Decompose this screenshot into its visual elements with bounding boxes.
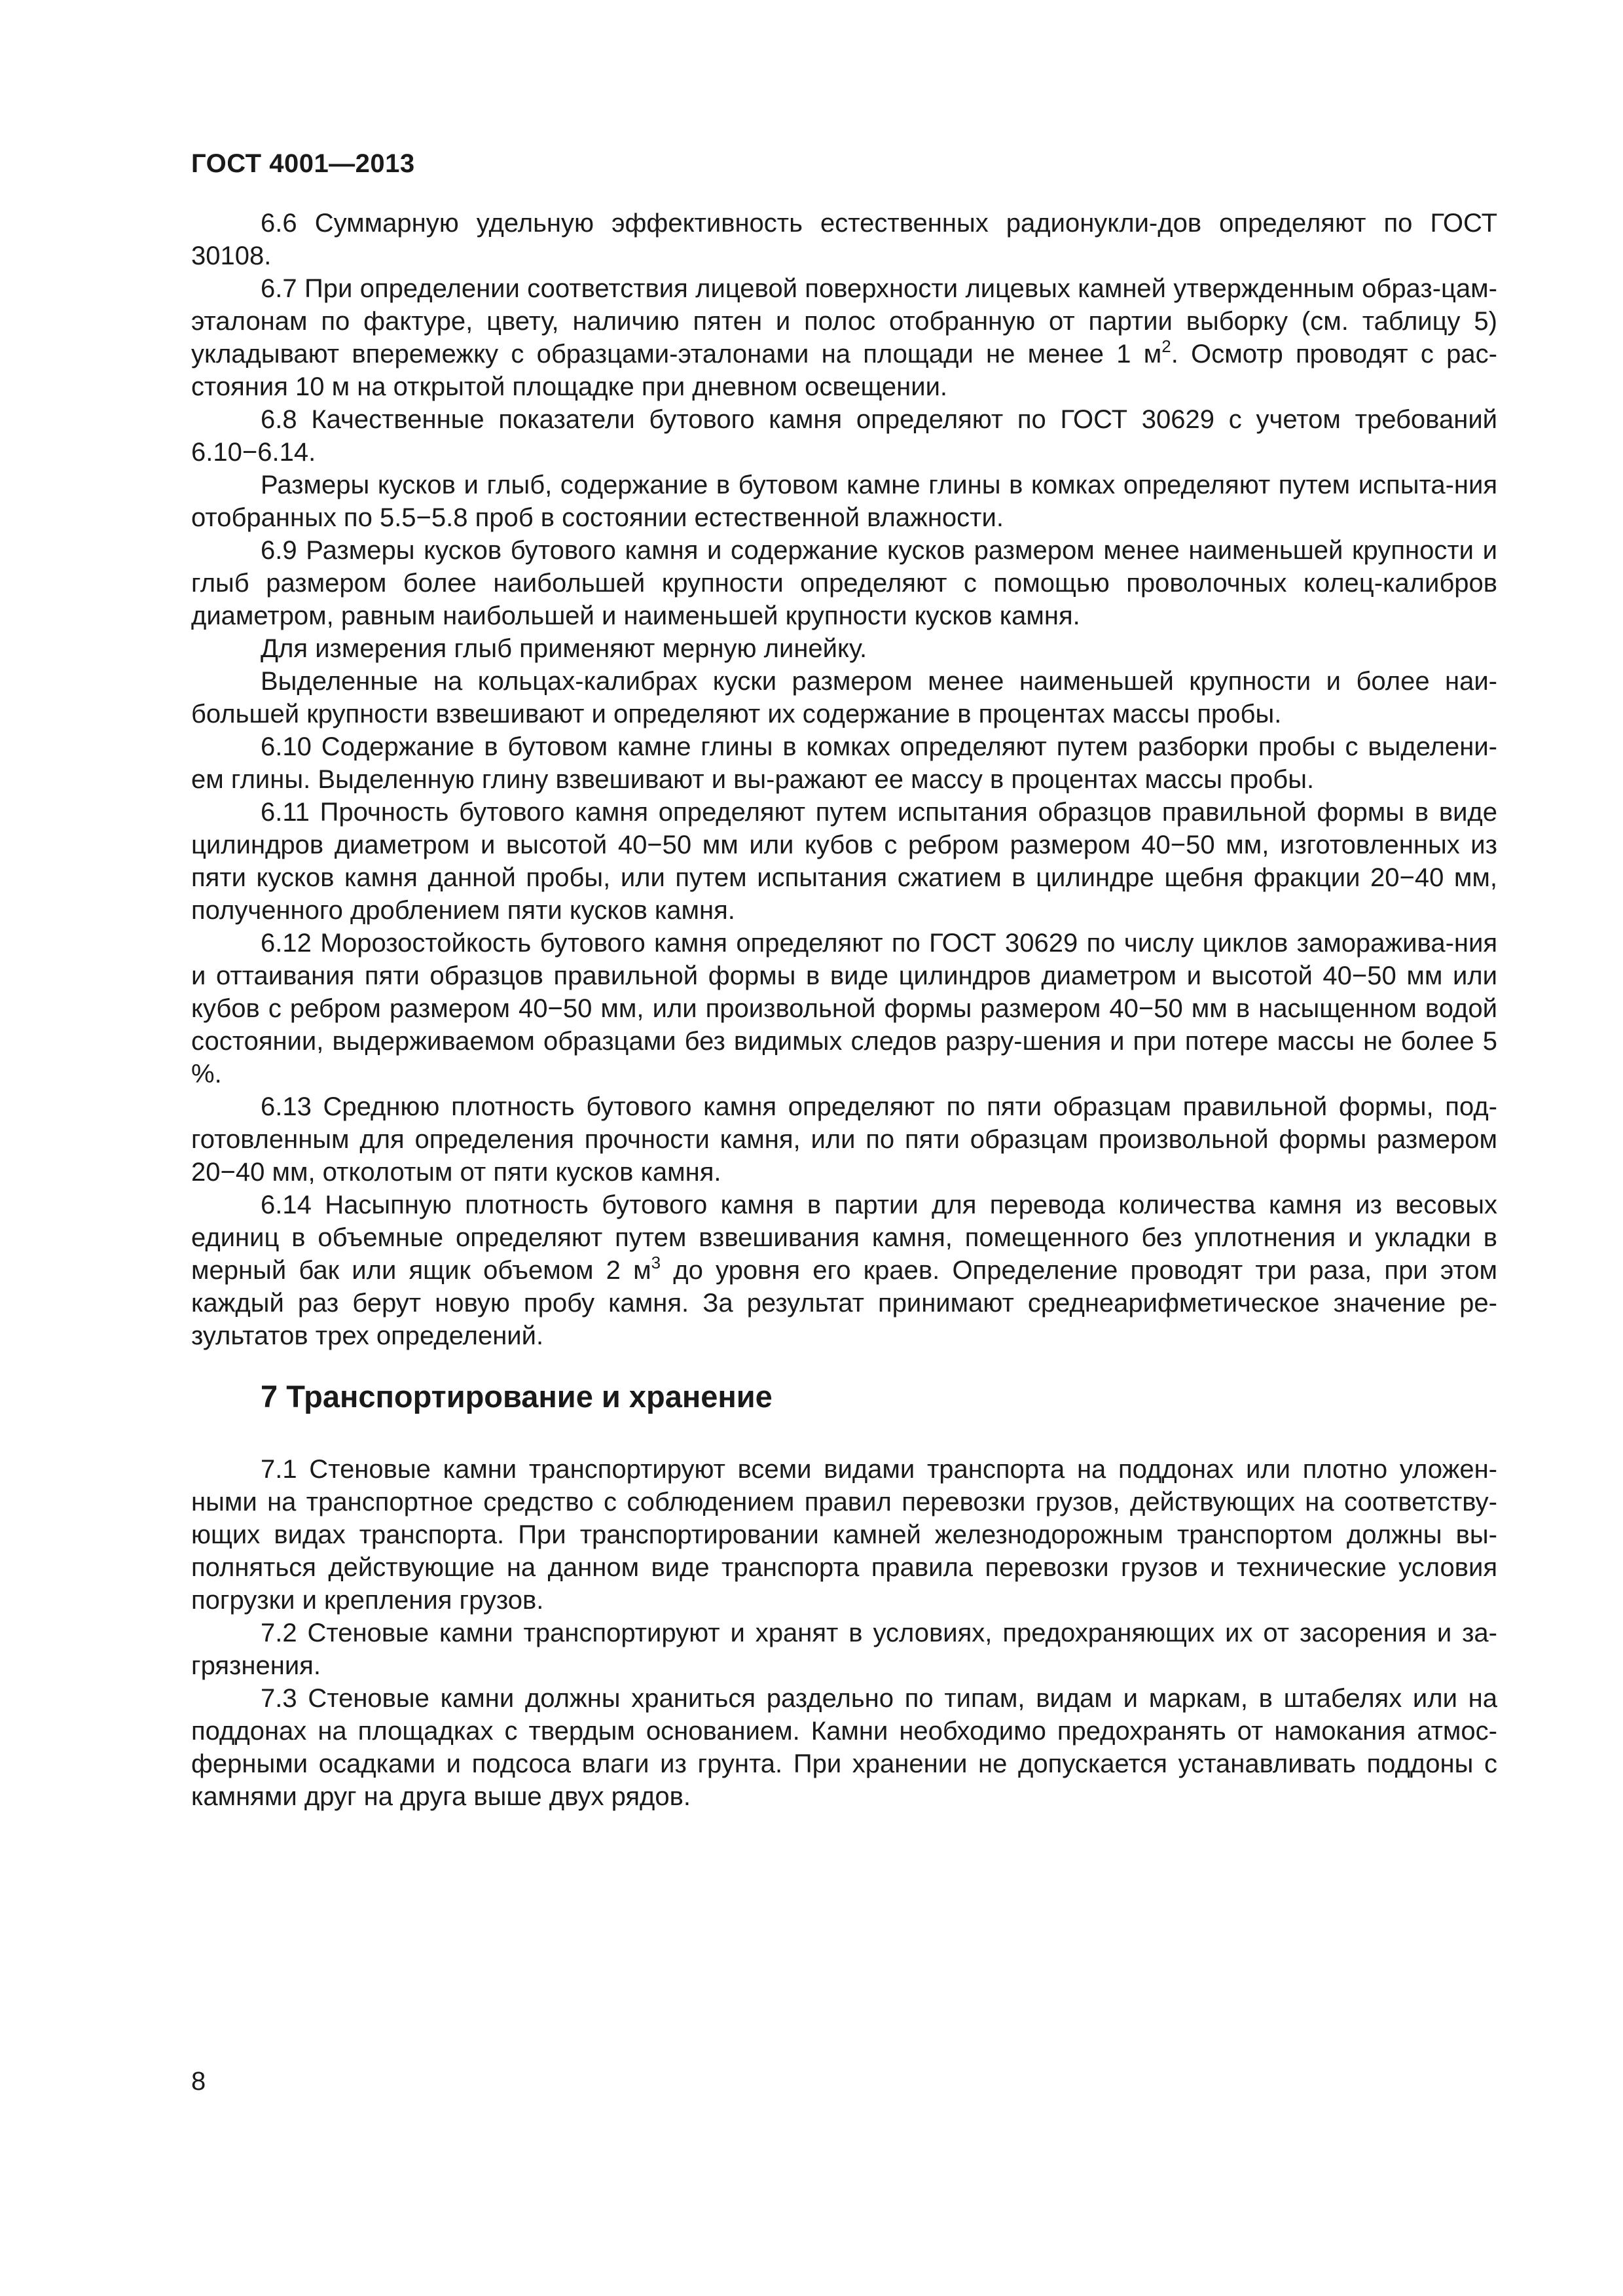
paragraph-6-7 <box>191 272 1497 403</box>
page-number: 8 <box>191 2067 206 2096</box>
paragraph-6-9-weigh: Выделенные на кольцах-калибрах куски размером менее наименьшей крупности и более наи-большей крупности взвешивают и определяют их содержание в процентах массы пробы. <box>191 667 1497 728</box>
paragraph-6-8: 6.8 Качественные показатели бутового камня определяют по ГОСТ 30629 с учетом требований 6.10−6.14. <box>191 405 1497 467</box>
paragraph-7-3: 7.3 Стеновые камни должны храниться раздельно по типам, видам и маркам, в штабелях или на поддонах на площадках с твердым основанием. Камни необходимо предохранять от намокания атмос-ферными осадками и подсоса влаги из грунта. При хранении не допускается устанавливать поддоны с камнями друг на друга выше двух рядов. <box>191 1684 1497 1811</box>
paragraph-6-13: 6.13 Среднюю плотность бутового камня определяют по пяти образцам правильной формы, под-готовленным для определения прочности камня, или по пяти образцам произвольной формы размером 20−40 мм, отколотым от пяти кусков камня. <box>191 1092 1497 1187</box>
paragraph-6-9-measure: Для измерения глыб применяют мерную линейку. <box>261 634 867 663</box>
paragraph-6-9: 6.9 Размеры кусков бутового камня и содержание кусков размером менее наименьшей крупности и глыб размером более наибольшей крупности определяют с помощью проволочных колец-калибров диаметром, равным наибольшей и наименьшей крупности кусков камня. <box>191 536 1497 630</box>
section-title: 7 Транспортирование и хранение <box>261 1379 773 1414</box>
paragraph-text: 6.14 Насыпную плотность бутового камня в партии для перевода количества камня из весовых единиц в объемные определяют путем взвешивания камня, помещенного без уплотнения и укладки в мерный бак или ящик объемом 2 м <box>191 1191 1497 1285</box>
paragraph-6-6: 6.6 Суммарную удельную эффективность естественных радионукли-дов определяют по ГОСТ 30108. <box>191 209 1497 270</box>
paragraph-text: . Осмотр проводят с рас-стояния 10 м на открытой площадке при дневном освещении. <box>191 340 1497 401</box>
document-body <box>191 207 1497 1813</box>
paragraph-6-11: 6.11 Прочность бутового камня определяют путем испытания образцов правильной формы в виде цилиндров диаметром и высотой 40−50 мм или кубов с ребром размером 40−50 мм, изготовленных из пяти кусков камня данной пробы, или путем испытания сжатием в цилиндре щебня фракции 20−40 мм, полученного дроблением пяти кусков камня. <box>191 798 1497 925</box>
paragraph-7-2: 7.2 Стеновые камни транспортируют и хранят в условиях, предохраняющих их от засорения и за-грязнения. <box>191 1619 1497 1680</box>
superscript: 2 <box>1161 336 1171 356</box>
document-header: ГОСТ 4001—2013 <box>191 149 415 178</box>
paragraph-6-14 <box>191 1189 1497 1352</box>
paragraph-6-10: 6.10 Содержание в бутовом камне глины в комках определяют путем разборки пробы с выделени-ем глины. Выделенную глину взвешивают и вы-ражают ее массу в процентах массы пробы. <box>191 732 1497 794</box>
paragraph-7-1: 7.1 Стеновые камни транспортируют всеми видами транспорта на поддонах или плотно уложен-ными на транспортное средство с соблюдением правил перевозки грузов, действующих на соответству-ющих видах транспорта. При транспортировании камней железнодорожным транспортом должны вы-полняться действующие на данном виде транспорта правила перевозки грузов и технические условия погрузки и крепления грузов. <box>191 1455 1497 1615</box>
paragraph-6-8-continued: Размеры кусков и глыб, содержание в бутовом камне глины в комках определяют путем испыта-ния отобранных по 5.5−5.8 проб в состоянии естественной влажности. <box>191 471 1497 532</box>
superscript: 3 <box>651 1253 661 1272</box>
paragraph-text: 6.7 При определении соответствия лицевой поверхности лицевых камней утвержденным образ-цам-эталонам по фактуре, цвету, наличию пятен и полос отобранную от партии выборку (см. таблицу 5) укладывают вперемежку с образцами-эталонами на площади не менее 1 м <box>191 274 1497 368</box>
paragraph-6-12: 6.12 Морозостойкость бутового камня определяют по ГОСТ 30629 по числу циклов заморажива-ния и оттаивания пяти образцов правильной формы в виде цилиндров диаметром и высотой 40−50 мм или кубов с ребром размером 40−50 мм, или произвольной формы размером 40−50 мм в насыщенном водой состоянии, выдерживаемом образцами без видимых следов разру-шения и при потере массы не более 5 %. <box>191 929 1497 1088</box>
paragraph-text: до уровня его краев. Определение проводят три раза, при этом каждый раз берут новую пробу камня. За результат принимают среднеарифметическое значение ре-зультатов трех определений. <box>191 1256 1497 1350</box>
